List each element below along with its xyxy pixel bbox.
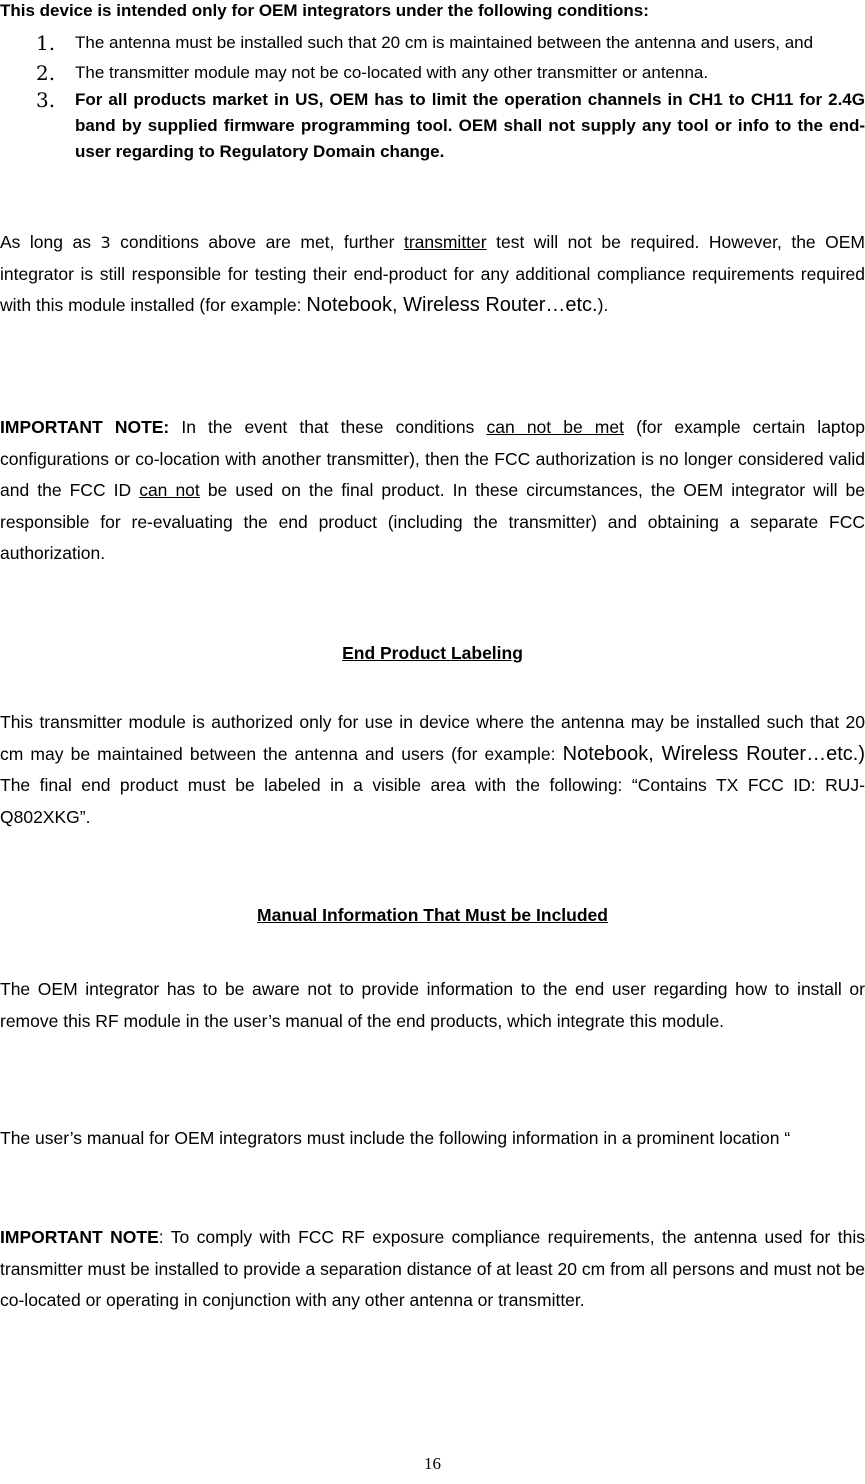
paragraph-labeling: This transmitter module is authorized only for use in device where the antenna may be installed such that 20 cm may be maintained between the antenna and users (for example: Notebook, Wireless Router…etc.) The final end product must be labeled in a visible area with the following: “Contains TX FCC ID: RUJ-Q802XKG”. [0,712,865,827]
list-item-text: The antenna must be installed such that 20 cm is maintained between the antenna and users, and [75,33,814,52]
list-number: 3. [36,88,56,112]
paragraph-oem-aware: The OEM integrator has to be aware not to provide information to the end user regarding how to install or remove this RF module in the user’s manual of the end products, which integrate this module. [0,979,865,1031]
list-item [0,30,865,56]
important-note-label: IMPORTANT NOTE: [0,417,170,437]
paragraph-rf-exposure-note: IMPORTANT NOTE: To comply with FCC RF exposure compliance requirements, the antenna used for this transmitter must be installed to provide a separation distance of at least 20 cm from all persons and must not be co-located or operating in conjunction with any other antenna or transmitter. [0,1227,865,1310]
list-item [0,87,865,165]
conditions-list [0,30,865,165]
section-title-manual-information: Manual Information That Must be Included [257,905,608,925]
list-item-text: For all products market in US, OEM has to limit the operation channels in CH1 to CH11 for 2.4G band by supplied firmware programming tool. OEM shall not supply any tool or info to the end-user regarding to Regulatory Domain change. [75,90,865,161]
paragraph-user-manual: The user’s manual for OEM integrators must include the following information in a prominent location “ [0,1128,791,1148]
conditions-heading: This device is intended only for OEM integrators under the following conditions: [0,1,649,20]
list-number: 2. [36,61,56,85]
paragraph-conditions-met: As long as 3 conditions above are met, further transmitter test will not be required. However, the OEM integrator is still responsible for testing their end-product for any additional compliance requirements required with this module installed (for example: Notebook, Wireless Router…etc.). [0,232,865,316]
list-item [0,60,865,86]
paragraph-important-note: IMPORTANT NOTE: In the event that these conditions can not be met (for example certain laptop configurations or co-location with another transmitter), then the FCC authorization is no longer considered valid and the FCC ID can not be used on the final product. In these circumstances, the OEM integrator will be responsible for re-evaluating the end product (including the transmitter) and obtaining a separate FCC authorization. [0,417,865,563]
important-note-label: IMPORTANT NOTE [0,1227,159,1247]
section-title-end-product-labeling: End Product Labeling [342,643,523,663]
page-number: 16 [424,1454,441,1473]
list-number: 1. [36,31,56,55]
list-item-text: The transmitter module may not be co-located with any other transmitter or antenna. [75,63,709,82]
